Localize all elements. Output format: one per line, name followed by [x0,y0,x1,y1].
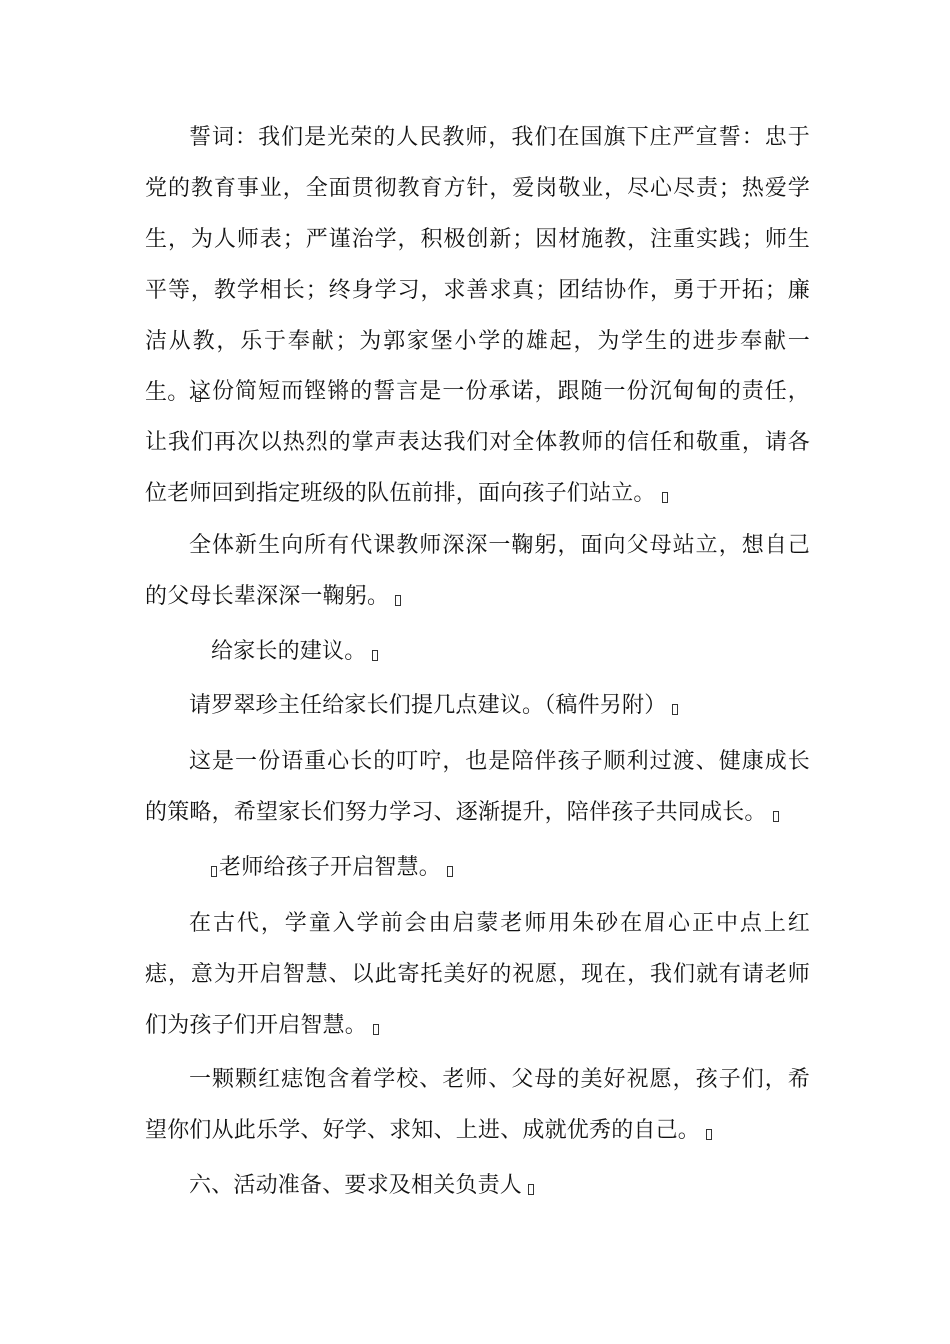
advice-request-text: 请罗翠珍主任给家长们提几点建议。（稿件另附） [189,693,667,718]
paragraph-mark-icon [706,1129,712,1140]
paragraph-mark-icon [447,866,453,877]
paragraph-mark-icon [528,1184,534,1195]
advice-summary-text: 这是一份语重心长的叮咛，也是陪伴孩子顺利过渡、健康成长的策略，希望家长们努力学习、逐渐提升，陪伴孩子共同成长。 [145,749,810,825]
red-dot-text: 一颗颗红痣饱含着学校、老师、父母的美好祝愿，孩子们，希望你们从此乐学、好学、求知、上进、成就优秀的自己。 [145,1067,810,1143]
paragraph-mark-icon [211,866,217,877]
paragraph-mark-icon [662,492,668,503]
paragraph-mark-icon [395,595,401,606]
advice-heading-text: 给家长的建议。 [211,639,367,664]
red-dot-paragraph [145,1054,810,1156]
oath-text: 誓词：我们是光荣的人民教师，我们在国旗下庄严宣誓：忠于党的教育事业，全面贯彻教育方针，爱岗敬业，尽心尽责；热爱学生，为人师表；严谨治学，积极创新；因材施教，注重实践；师生平等，教学相长；终身学习，求善求真；团结协作，勇于开拓；廉洁从教，乐于奉献；为郭家堡小学的雄起，为学生的进步奉献一生。 [145,125,810,405]
advice-request-paragraph [145,680,810,731]
ancient-paragraph [145,898,810,1051]
paragraph-mark-icon [373,1024,379,1035]
section-six-text: 六、活动准备、要求及相关负责人 [189,1173,523,1198]
bow-paragraph [145,520,810,622]
bow-text: 全体新生向所有代课教师深深一鞠躬，面向父母站立，想自己的父母长辈深深一鞠躬。 [145,533,810,609]
advice-summary-paragraph [145,736,810,838]
ancient-text: 在古代，学童入学前会由启蒙老师用朱砂在眉心正中点上红痣，意为开启智慧、以此寄托美好的祝愿，现在，我们就有请老师们为孩子们开启智慧。 [145,911,810,1038]
section-six-heading [145,1160,810,1211]
promise-text: 这份简短而铿锵的誓言是一份承诺，跟随一份沉甸甸的责任，让我们再次以热烈的掌声表达我们对全体教师的信任和敬重，请各位老师回到指定班级的队伍前排，面向孩子们站立。 [145,379,810,506]
advice-heading-paragraph [145,626,810,677]
paragraph-mark-icon [672,704,678,715]
paragraph-mark-icon [372,650,378,661]
promise-paragraph [145,366,810,519]
paragraph-mark-icon [773,811,779,822]
wisdom-heading-paragraph [145,842,810,893]
wisdom-heading-text: 老师给孩子开启智慧。 [219,855,442,880]
